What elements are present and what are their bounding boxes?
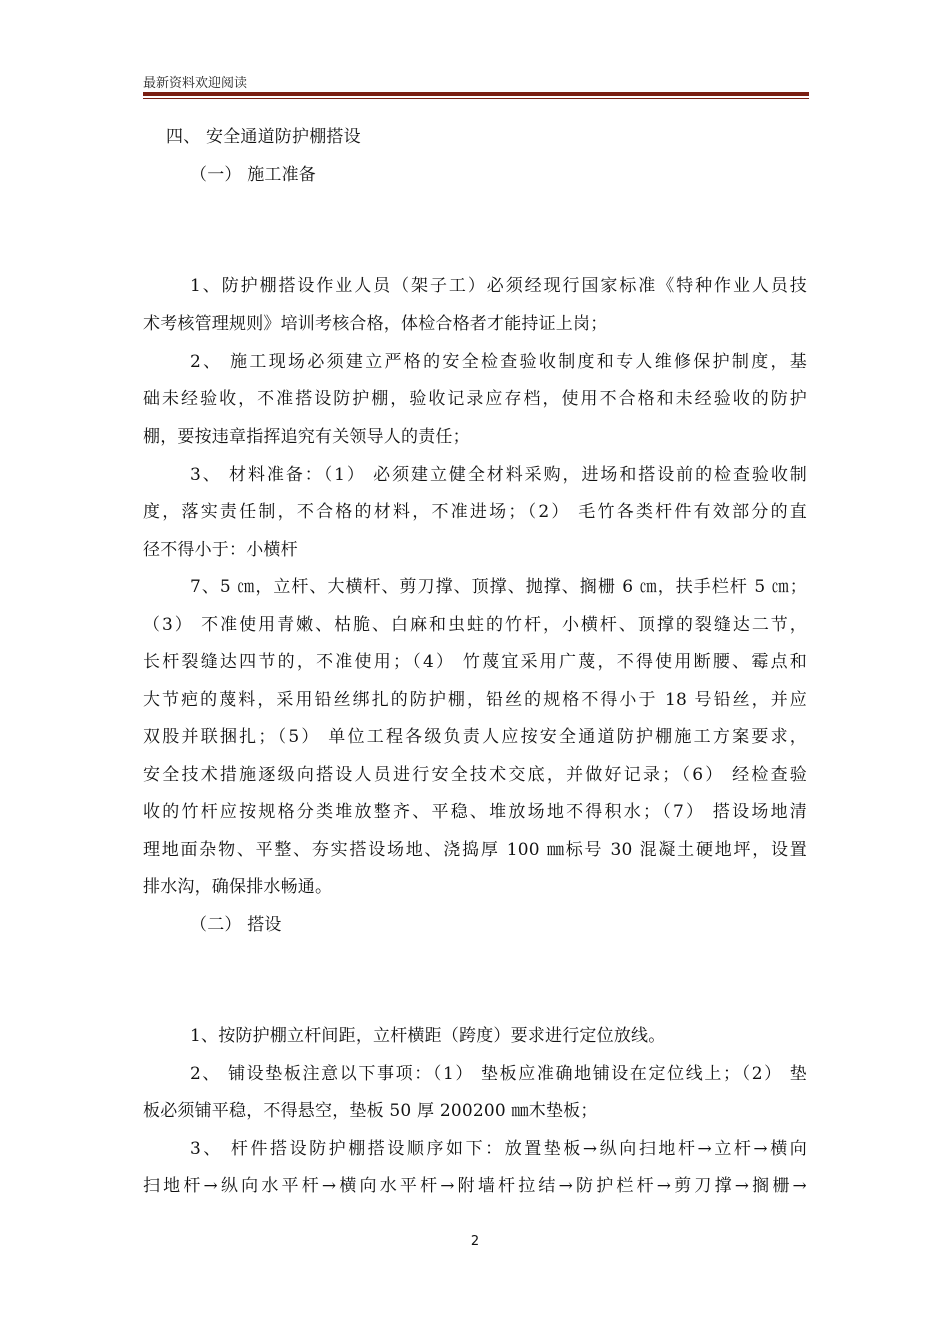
paragraph-line: 1、防护棚搭设作业人员（架子工）必须经现行国家标准《特种作业人员技 — [190, 276, 807, 296]
header-rule-thick — [143, 92, 809, 96]
paragraph-line: 大节疤的蔑料，采用铅丝绑扎的防护棚，铅丝的规格不得小于 18 号铅丝，并应 — [143, 690, 807, 710]
paragraph-line: 长杆裂缝达四节的，不准使用；（4） 竹蔑宜采用广蔑，不得使用断腰、霉点和 — [143, 652, 807, 672]
paragraph-line: 棚，要按违章指挥追究有关领导人的责任； — [143, 427, 470, 447]
paragraph-line: 扫地杆→纵向水平杆→横向水平杆→附墙杆拉结→防护栏杆→剪刀撑→搁栅→ — [143, 1176, 807, 1196]
running-header: 最新资料欢迎阅读 — [143, 76, 248, 91]
paragraph-line: 度，落实责任制，不合格的材料，不准进场；（2） 毛竹各类杆件有效部分的直 — [143, 502, 807, 522]
subsection-heading-2: （二） 搭设 — [190, 915, 282, 935]
paragraph-line: 1、按防护棚立杆间距，立杆横距（跨度）要求进行定位放线。 — [190, 1026, 666, 1046]
section-heading-4: 四、 安全通道防护棚搭设 — [166, 127, 361, 147]
paragraph-line: 安全技术措施逐级向搭设人员进行安全技术交底，并做好记录；（6） 经检查验 — [143, 765, 807, 785]
paragraph-line: 收的竹杆应按规格分类堆放整齐、平稳、堆放场地不得积水；（7） 搭设场地清 — [143, 802, 807, 822]
header-rule-thin — [143, 98, 809, 99]
paragraph-line: 双股并联捆扎；（5） 单位工程各级负责人应按安全通道防护棚施工方案要求， — [143, 727, 807, 747]
subsection-heading-1: （一） 施工准备 — [190, 165, 317, 185]
paragraph-line: 7、5 ㎝，立杆、大横杆、剪刀撑、顶撑、抛撑、搁栅 6 ㎝，扶手栏杆 5 ㎝； — [190, 577, 807, 597]
paragraph-line: 础未经验收，不准搭设防护棚，验收记录应存档，使用不合格和未经验收的防护 — [143, 389, 807, 409]
paragraph-line: 径不得小于：小横杆 — [143, 540, 298, 560]
paragraph-line: 理地面杂物、平整、夯实搭设场地、浇捣厚 100 ㎜标号 30 混凝土硬地坪，设置 — [143, 840, 807, 860]
paragraph-line: 术考核管理规则》培训考核合格，体检合格者才能持证上岗； — [143, 314, 608, 334]
paragraph-line: 排水沟，确保排水畅通。 — [143, 877, 333, 897]
paragraph-line: 板必须铺平稳，不得悬空，垫板 50 厚 200200 ㎜木垫板； — [143, 1101, 598, 1121]
paragraph-line: 3、 材料准备：（1） 必须建立健全材料采购，进场和搭设前的检查验收制 — [190, 465, 807, 485]
page-number: 2 — [470, 1234, 480, 1249]
paragraph-line: 3、 杆件搭设防护棚搭设顺序如下：放置垫板→纵向扫地杆→立杆→横向 — [190, 1139, 807, 1159]
paragraph-line: 2、 铺设垫板注意以下事项：（1） 垫板应准确地铺设在定位线上；（2） 垫 — [190, 1064, 807, 1084]
paragraph-line: 2、 施工现场必须建立严格的安全检查验收制度和专人维修保护制度，基 — [190, 352, 807, 372]
paragraph-line: （3） 不准使用青嫩、枯脆、白麻和虫蛀的竹杆，小横杆、顶撑的裂缝达二节， — [143, 615, 807, 635]
